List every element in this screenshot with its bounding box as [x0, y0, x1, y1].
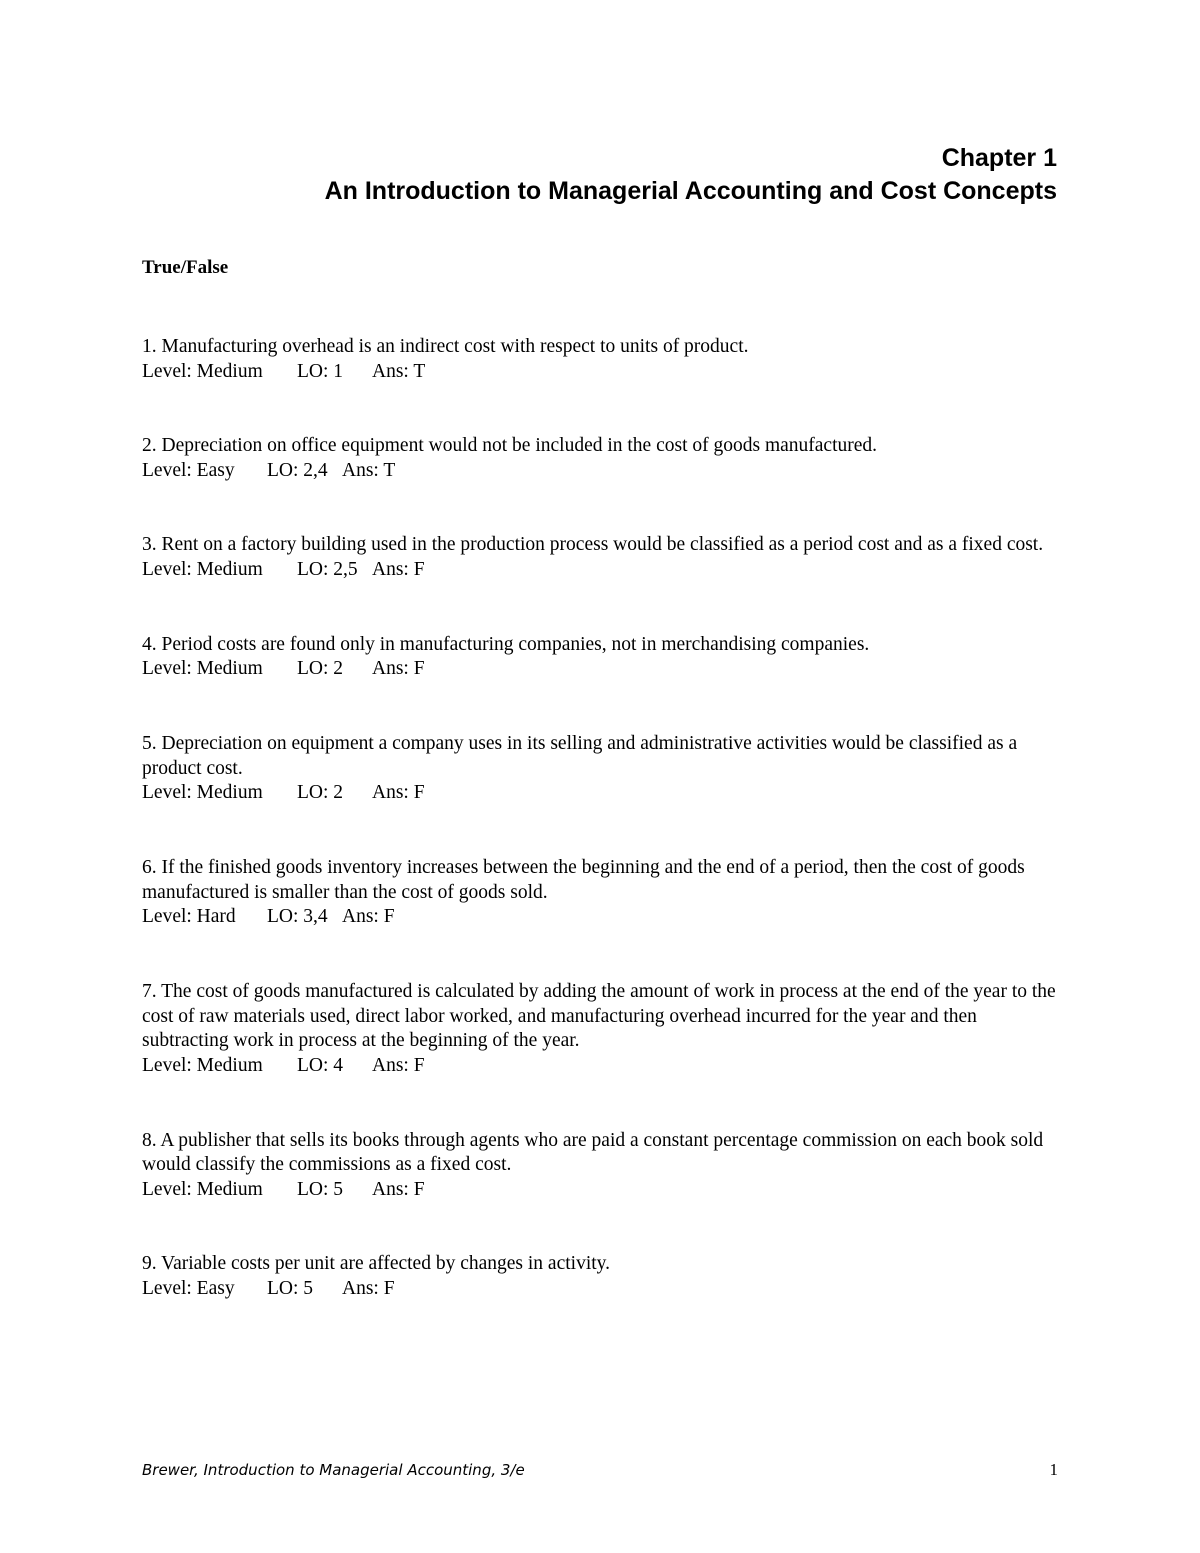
- question-answer: Ans: F: [342, 1278, 395, 1300]
- question-answer: Ans: F: [342, 906, 395, 928]
- question-text: 2. Depreciation on office equipment would not be included in the cost of goods manufactured.: [142, 435, 878, 457]
- question-item: [142, 732, 1058, 806]
- question-item: [142, 335, 1058, 385]
- question-meta: [142, 781, 1058, 806]
- question-meta: [142, 360, 1058, 385]
- question-level: Level: Easy: [142, 1278, 235, 1300]
- question-text: 5. Depreciation on equipment a company uses in its selling and administrative activities would be classified as a product cost.: [142, 732, 1018, 779]
- question-lo: LO: 5: [267, 1278, 314, 1300]
- question-text: 8. A publisher that sells its books through agents who are paid a constant percentage commission on each book sold would classify the commissions as a fixed cost.: [142, 1129, 1044, 1176]
- question-lo: LO: 3,4: [267, 906, 328, 928]
- question-meta: [142, 1178, 1058, 1203]
- question-lo: LO: 4: [297, 1055, 344, 1077]
- question-level: Level: Medium: [142, 1179, 263, 1201]
- question-text: 7. The cost of goods manufactured is calculated by adding the amount of work in process at the end of the year to the cost of raw materials used, direct labor worked, and manufacturing overhead incurred for the year and then subtracting work in process at the beginning of the year.: [142, 980, 1056, 1052]
- question-level: Level: Medium: [142, 1055, 263, 1077]
- question-level: Level: Medium: [142, 658, 263, 680]
- question-answer: Ans: T: [342, 459, 396, 481]
- question-text: 4. Period costs are found only in manufacturing companies, not in merchandising companies.: [142, 633, 870, 655]
- footer-source: Brewer, Introduction to Managerial Accounting, 3/e: [142, 1461, 525, 1479]
- question-text: 9. Variable costs per unit are affected by changes in activity.: [142, 1253, 611, 1275]
- question-answer: Ans: F: [372, 1179, 425, 1201]
- question-answer: Ans: F: [372, 559, 425, 581]
- question-level: Level: Medium: [142, 559, 263, 581]
- question-meta: [142, 1054, 1058, 1079]
- question-lo: LO: 5: [297, 1179, 344, 1201]
- question-answer: Ans: F: [372, 658, 425, 680]
- question-level: Level: Hard: [142, 906, 236, 928]
- section-heading: True/False: [142, 257, 229, 278]
- question-meta: [142, 905, 1058, 930]
- question-item: [142, 533, 1058, 583]
- question-list: [142, 335, 1058, 1302]
- question-item: [142, 1252, 1058, 1302]
- question-item: [142, 1129, 1058, 1203]
- question-level: Level: Medium: [142, 782, 263, 804]
- question-item: [142, 434, 1058, 484]
- question-lo: LO: 2,5: [297, 559, 358, 581]
- question-text: 3. Rent on a factory building used in the production process would be classified as a period cost and as a fixed cost.: [142, 534, 1044, 556]
- question-lo: LO: 2: [297, 782, 344, 804]
- question-lo: LO: 2,4: [267, 459, 328, 481]
- question-answer: Ans: T: [372, 360, 426, 382]
- chapter-title: An Introduction to Managerial Accounting and Cost Concepts: [324, 177, 1057, 205]
- question-meta: [142, 459, 1058, 484]
- question-level: Level: Easy: [142, 459, 235, 481]
- question-meta: [142, 657, 1058, 682]
- question-answer: Ans: F: [372, 782, 425, 804]
- question-lo: LO: 2: [297, 658, 344, 680]
- question-lo: LO: 1: [297, 360, 344, 382]
- question-level: Level: Medium: [142, 360, 263, 382]
- page-number: 1: [1049, 1460, 1058, 1479]
- chapter-header: [325, 142, 1057, 208]
- question-text: 6. If the finished goods inventory increases between the beginning and the end of a period, then the cost of goods manufactured is smaller than the cost of goods sold.: [142, 856, 1025, 903]
- question-item: [142, 633, 1058, 683]
- question-answer: Ans: F: [372, 1055, 425, 1077]
- question-meta: [142, 1277, 1058, 1302]
- question-item: [142, 980, 1058, 1079]
- question-meta: [142, 558, 1058, 583]
- question-item: [142, 856, 1058, 930]
- question-text: 1. Manufacturing overhead is an indirect cost with respect to units of product.: [142, 336, 749, 357]
- chapter-number: Chapter 1: [941, 144, 1057, 172]
